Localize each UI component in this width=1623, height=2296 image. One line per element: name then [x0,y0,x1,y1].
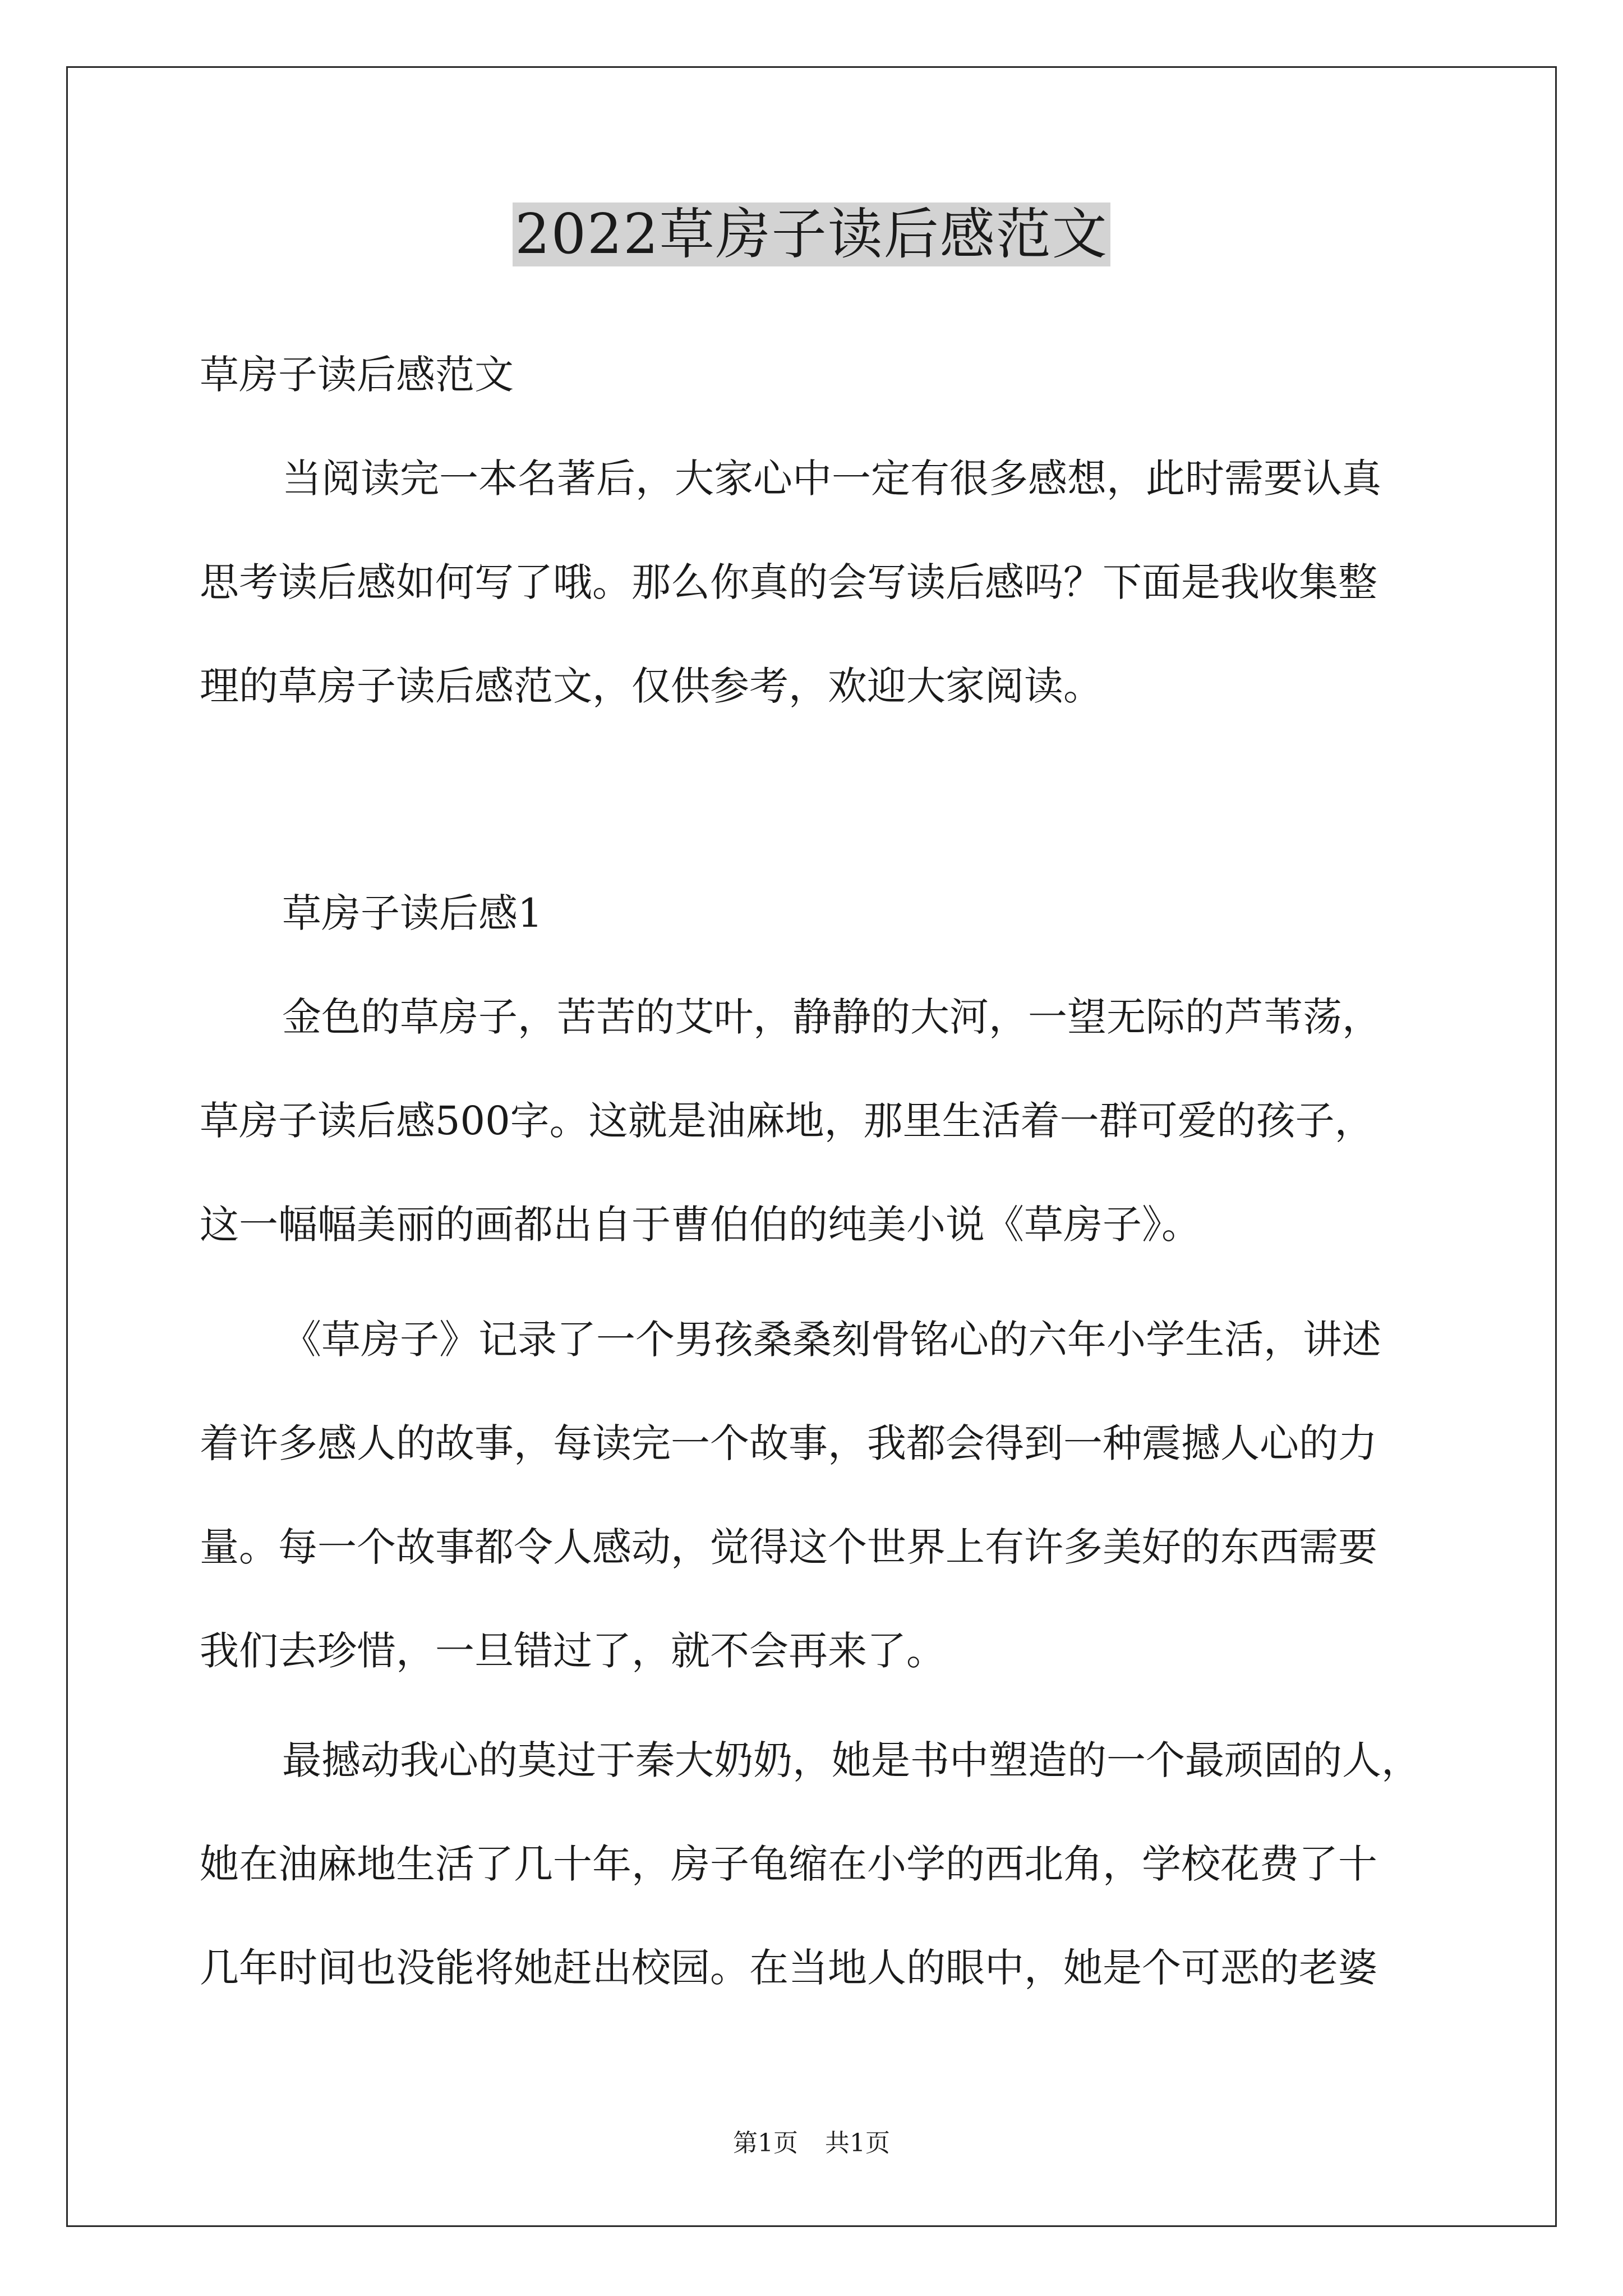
body-paragraph-line: 《草房子》记录了一个男孩桑桑刻骨铭心的六年小学生活，讲述 [282,1317,1381,1363]
section-heading: 草房子读后感1 [282,890,543,936]
body-paragraph-line: 她在油麻地生活了几十年，房子龟缩在小学的西北角，学校花费了十 [200,1841,1377,1887]
document-title-text: 2022草房子读后感范文 [513,203,1110,266]
document-subtitle: 草房子读后感范文 [200,352,514,398]
body-paragraph-line: 着许多感人的故事，每读完一个故事，我都会得到一种震撼人心的力 [200,1420,1377,1466]
body-paragraph-line: 我们去珍惜，一旦错过了，就不会再来了。 [200,1628,946,1674]
intro-paragraph-line: 当阅读完一本名著后，大家心中一定有很多感想，此时需要认真 [282,455,1381,501]
page-number-current: 第1页 [733,2129,798,2157]
document-title [0,195,1623,274]
body-paragraph-line: 这一幅幅美丽的画都出自于曹伯伯的纯美小说《草房子》。 [200,1202,1201,1248]
body-paragraph-line: 最撼动我心的莫过于秦大奶奶，她是书中塑造的一个最顽固的人， [282,1737,1421,1783]
page-footer [0,2127,1623,2160]
body-paragraph-line: 金色的草房子，苦苦的艾叶，静静的大河，一望无际的芦苇荡， [282,994,1381,1040]
body-paragraph-line: 几年时间也没能将她赶出校园。在当地人的眼中，她是个可恶的老婆 [200,1945,1377,1991]
page-number-total: 共1页 [825,2129,890,2157]
body-paragraph-line: 草房子读后感500字。这就是油麻地，那里生活着一群可爱的孩子， [200,1098,1374,1144]
intro-paragraph-line: 思考读后感如何写了哦。那么你真的会写读后感吗？下面是我收集整 [200,559,1377,605]
intro-paragraph-line: 理的草房子读后感范文，仅供参考，欢迎大家阅读。 [200,663,1103,709]
body-paragraph-line: 量。每一个故事都令人感动，觉得这个世界上有许多美好的东西需要 [200,1524,1377,1570]
